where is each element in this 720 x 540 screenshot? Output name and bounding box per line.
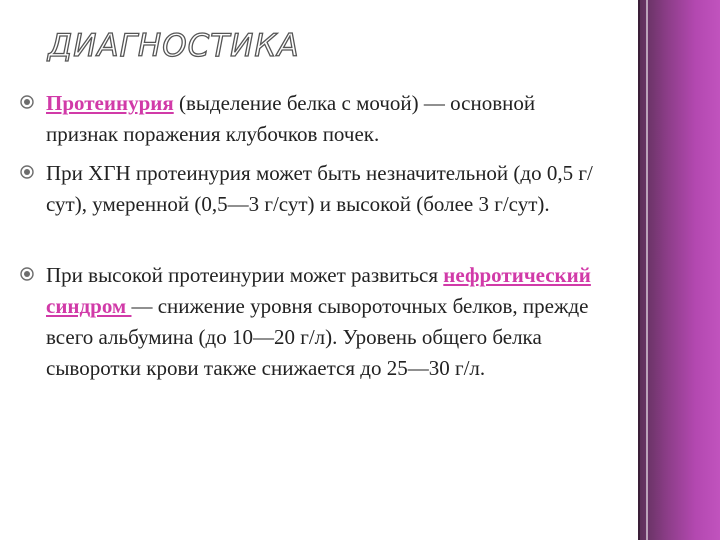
bullet-text: При ХГН протеинурия может быть незначительной (до 0,5 г/сут), умеренной (0,5—3 г/сут) и высокой (более 3 г/сут). bbox=[46, 161, 593, 216]
bullet-item bbox=[20, 260, 600, 384]
radio-bullet-icon bbox=[20, 165, 34, 179]
bullet-text-post: — снижение уровня сывороточных белков, прежде всего альбумина (до 10—20 г/л). Уровень общего белка сыворотки крови также снижается до 25—30 г/л. bbox=[46, 294, 589, 380]
bullet-item bbox=[20, 88, 600, 150]
bullet-text bbox=[46, 260, 600, 384]
bullet-text bbox=[46, 88, 600, 150]
link-proteinuria[interactable]: Протеинурия bbox=[46, 91, 174, 115]
band-edge-light bbox=[646, 0, 648, 540]
bullet-text-body: (выделение белка с мочой) — основной признак поражения клубочков почек. bbox=[46, 91, 536, 146]
bullet-text-pre: При высокой протеинурии может развиться bbox=[46, 263, 444, 287]
slide-title: ДИАГНОСТИКА bbox=[48, 28, 300, 64]
link-nephrotic-syndrome[interactable]: нефротический синдром bbox=[46, 263, 591, 318]
bullet-item bbox=[20, 158, 600, 220]
radio-bullet-icon bbox=[20, 95, 34, 109]
radio-bullet-icon bbox=[20, 267, 34, 281]
band-edge-dark bbox=[638, 0, 640, 540]
decorative-side-band bbox=[638, 0, 720, 540]
